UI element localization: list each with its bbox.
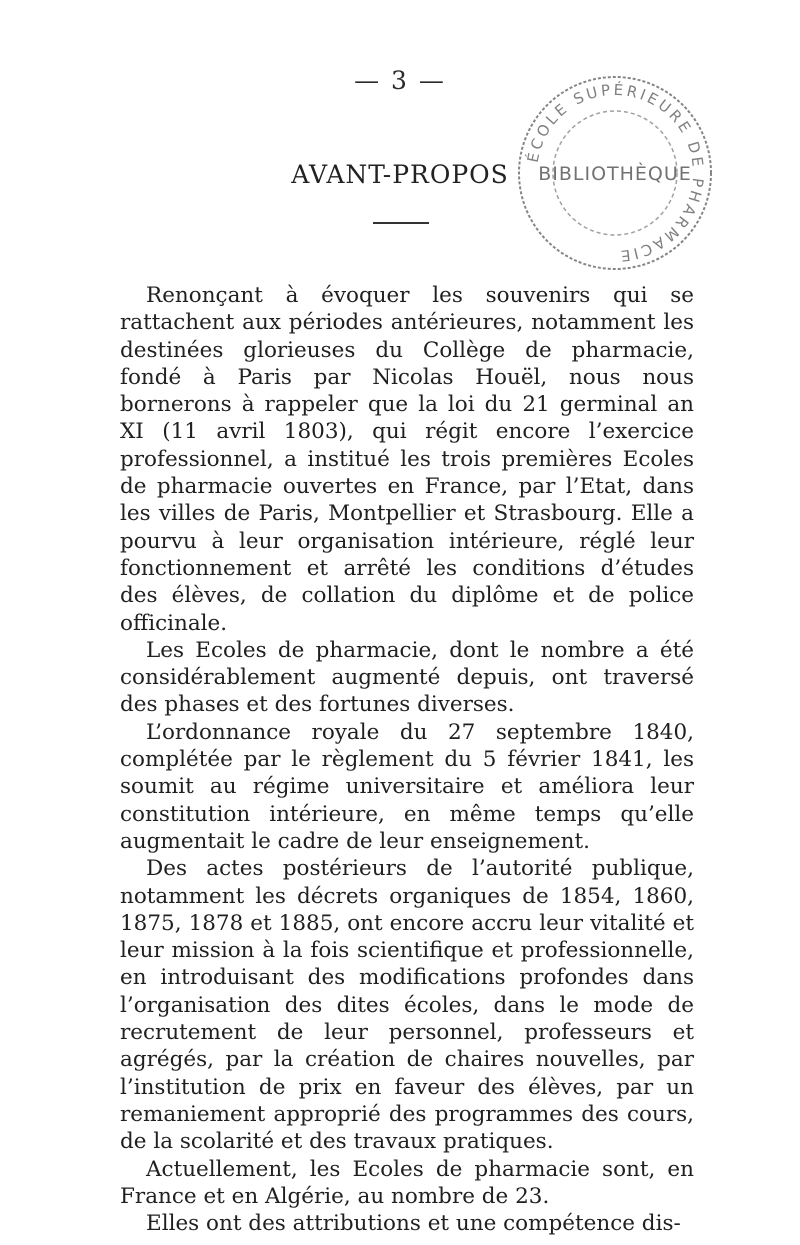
page-number: — 3 —: [354, 66, 446, 95]
title-rule: [373, 222, 429, 224]
paragraph: Les Ecoles de pharmacie, dont le nombre a été considérablement augmenté depuis, ont traversé des phases et des fortunes diverses.: [120, 637, 694, 718]
library-stamp: [512, 70, 718, 276]
stamp-seal-icon: [512, 70, 718, 276]
paragraph: Elles ont des attributions et une compétence dis-: [146, 1211, 681, 1237]
svg-text:BIBLIOTHÈQUE: BIBLIOTHÈQUE: [538, 163, 692, 185]
svg-text:ÉCOLE SUPÉRIEURE DE PHARMACIE: ÉCOLE SUPÉRIEURE DE PHARMACIE: [523, 80, 708, 266]
body-text: [120, 282, 694, 1237]
paragraph: Des actes postérieurs de l’autorité publique, notamment les décrets organiques de 1854, 1860, 1875, 1878 et 1885, ont encore accru leur vitalité et leur mission à la fois scientifique et professionnelle, en introduisant des modifications profondes dans l’organisation des dites écoles, dans le mode de recrutement de leur personnel, professeurs et agrégés, par la création de chaires nouvelles, par l’institution de prix en faveur des élèves, par un remaniement approprié des programmes des cours, de la scolarité et des travaux pratiques.: [120, 856, 694, 1155]
paragraph: L’ordonnance royale du 27 septembre 1840, complétée par le règlement du 5 février 1841, les soumit au régime universitaire et améliora leur constitution intérieure, en même temps qu’elle augmentait le cadre de leur enseignement.: [120, 719, 694, 854]
paragraph: Actuellement, les Ecoles de pharmacie sont, en France et en Algérie, au nombre de 23.: [120, 1156, 694, 1209]
paragraph: Renonçant à évoquer les souvenirs qui se rattachent aux périodes antérieures, notamment les destinées glorieuses du Collège de pharmacie, fondé à Paris par Nicolas Houël, nous nous bornerons à rappeler que la loi du 21 germinal an XI (11 avril 1803), qui régit encore l’exercice professionnel, a institué les trois premières Ecoles de pharmacie ouvertes en France, par l’Etat, dans les villes de Paris, Montpellier et Strasbourg. Elle a pourvu à leur organisation intérieure, réglé leur fonctionnement et arrêté les conditions d’études des élèves, de collation du diplôme et de police officinale.: [120, 283, 694, 636]
page-title: AVANT-PROPOS: [291, 160, 509, 189]
